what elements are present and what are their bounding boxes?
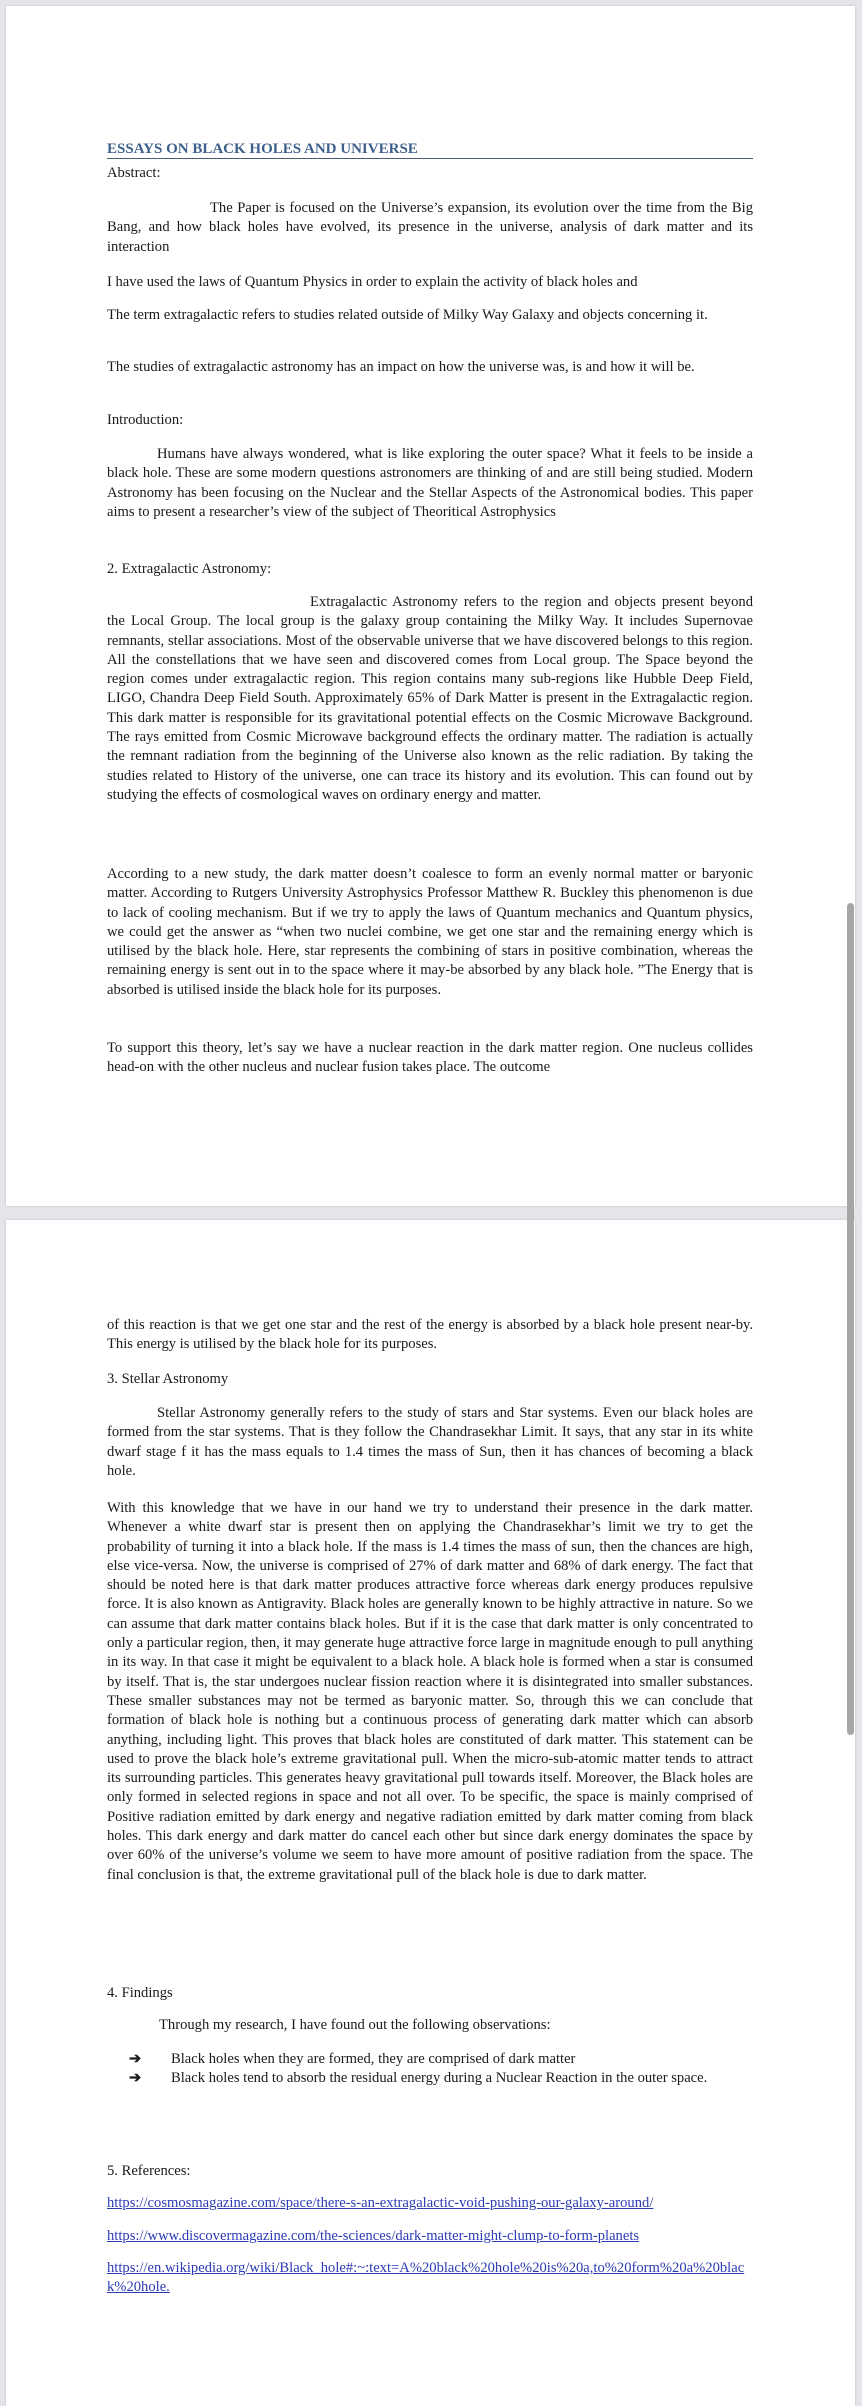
introduction-heading: Introduction: — [107, 412, 184, 428]
extragalactic-impact-paragraph: The studies of extragalactic astronomy has an impact on how the universe was, is and how it will be. — [107, 359, 695, 375]
study-paragraph: According to a new study, the dark matter doesn’t coalesce to form an evenly normal matter or baryonic matter. According to Rutgers University Astrophysics Professor Matthew R. Buckley this phenomenon is due to lack of cooling mechanism. But if we try to apply the laws of Quantum mechanics and Quantum physics, we could get the answer as “when two nuclei combine, we get one star and the remaining energy which is utilised by the black hole. Here, star represents the combining of stars in positive combination, whereas the remaining energy is sent out in to the space where it may-be absorbed by any black hole. ”The Energy that is absorbed is utilised inside the black hole for its purposes. — [107, 866, 753, 998]
reference-link[interactable]: https://cosmosmagazine.com/space/there-s-an-extragalactic-void-pushing-our-galaxy-around/ — [107, 2195, 654, 2211]
findings-intro: Through my research, I have found out the following observations: — [159, 2017, 551, 2033]
finding-text: Black holes tend to absorb the residual energy during a Nuclear Reaction in the outer space. — [171, 2070, 708, 2086]
document-page-1 — [6, 6, 855, 1206]
document-page-2 — [6, 1220, 855, 2406]
section-5-heading: 5. References: — [107, 2163, 191, 2179]
abstract-paragraph: The Paper is focused on the Universe’s expansion, its evolution over the time from the Big Bang, and how black holes have evolved, its presence in the universe, analysis of dark matter and its interaction — [107, 200, 753, 255]
section-4-heading: 4. Findings — [107, 1985, 173, 2001]
reference-2 — [107, 2227, 757, 2246]
finding-text: Black holes when they are formed, they are comprised of dark matter — [171, 2051, 576, 2067]
support-paragraph-part-2: of this reaction is that we get one star and the rest of the energy is absorbed by a black hole present near-by. This energy is utilised by the black hole for its purposes. — [107, 1317, 753, 1353]
section-3-heading: 3. Stellar Astronomy — [107, 1371, 229, 1387]
section-2-paragraph: Extragalactic Astronomy refers to the region and objects present beyond the Local Group. The local group is the galaxy group containing the Milky Way. It includes Supernovae remnants, stellar associations. Most of the observable universe that we have discovered belongs to this region. All the constellations that we have seen and discovered comes from Local group. The Space beyond the region comes under extragalactic region. This region contains many sub-regions like Hubble Deep Field, LIGO, Chandra Deep Field South. Approximately 65% of Dark Matter is present in the Extragalactic region. This dark matter is responsible for its gravitational potential effects on the Cosmic Microwave Background. The rays emitted from Cosmic Microwave background effects the ordinary matter. The radiation is actually the remnant radiation from the beginning of the Universe also known as the relic radiation. By taking the studies related to History of the universe, one can trace its history and its evolution. This can found out by studying the effects of cosmological waves on ordinary energy and matter. — [107, 594, 753, 803]
abstract-heading: Abstract: — [107, 165, 161, 181]
introduction-paragraph: Humans have always wondered, what is like exploring the outer space? What it feels to be inside a black hole. These are some modern questions astronomers are thinking of and are still being studied. Modern Astronomy has been focusing on the Nuclear and the Stellar Aspects of the Astronomical bodies. This paper aims to present a researcher’s view of the subject of Theoritical Astrophysics — [107, 446, 753, 520]
arrow-bullet-icon: ➔ — [129, 2070, 142, 2086]
section-2-heading: 2. Extragalactic Astronomy: — [107, 561, 272, 577]
quantum-physics-line: I have used the laws of Quantum Physics in order to explain the activity of black holes and — [107, 274, 638, 290]
reference-link[interactable]: https://www.discovermagazine.com/the-sciences/dark-matter-might-clump-to-form-planets — [107, 2228, 640, 2244]
knowledge-paragraph: With this knowledge that we have in our hand we try to understand their presence in the dark matter. Whenever a white dwarf star is present then on applying the Chandrasekhar’s limit we try to get the probability of turning it into a black hole. If the mass is 1.4 times the mass of sun, then the chances are high, else vice-versa. Now, the universe is comprised of 27% of dark matter and 68% of dark energy. The fact that should be noted here is that dark matter produces attractive force whereas dark energy produces repulsive force. It is also known as Antigravity. Black holes are generally known to be highly attractive in nature. So we can assume that dark matter contains black holes. But if it is the case that dark matter is only concentrated to only a particular region, then, it may generate huge attractive force large in magnitude enough to pull anything in its way. In that case it might be equivalent to a black hole. A black hole is formed when a star is consumed by itself. That is, the star undergoes nuclear fission reaction where it is disintegrated into smaller substances. These smaller substances may not be termed as baryonic matter. So, through this we can conclude that formation of black hole is nothing but a continuous process of generating dark matter which can absorb anything, including light. This proves that black holes are constituted of dark matter. This statement can be used to prove the black hole’s extreme gravitational pull. When the micro-sub-atomic matter tends to attract its surrounding particles. This generates heavy gravitational pull towards itself. Moreover, the Black holes are only formed in selected regions in space and not all over. To be specific, the space is mainly comprised of Positive radiation emitted by dark energy and negative radiation emitted by dark matter coming from black holes. This dark energy and dark matter do cancel each other but since dark energy dominates the space by over 60% of the universe’s volume we seem to have more amount of positive radiation from the space. The final conclusion is that, the extreme gravitational pull of the black hole is due to dark matter. — [107, 1500, 753, 1883]
reference-1 — [107, 2194, 757, 2213]
findings-list — [126, 2050, 756, 2088]
extragalactic-term-paragraph: The term extragalactic refers to studies related outside of Milky Way Galaxy and objects concerning it. — [107, 307, 708, 323]
finding-item — [126, 2050, 756, 2069]
finding-item — [126, 2069, 756, 2088]
vertical-scrollbar-thumb[interactable] — [847, 903, 854, 1735]
document-title: ESSAYS ON BLACK HOLES AND UNIVERSE — [107, 141, 753, 159]
arrow-bullet-icon: ➔ — [129, 2051, 142, 2067]
reference-link[interactable]: https://en.wikipedia.org/wiki/Black_hole#:~:text=A%20black%20hole%20is%20a,to%20form%20a%20black%20hole. — [107, 2260, 745, 2295]
reference-3 — [107, 2259, 747, 2297]
support-paragraph-part-1: To support this theory, let’s say we have a nuclear reaction in the dark matter region. One nucleus collides head-on with the other nucleus and nuclear fusion takes place. The outcome — [107, 1040, 753, 1076]
section-3-paragraph: Stellar Astronomy generally refers to the study of stars and Star systems. Even our black holes are formed from the star systems. That is they follow the Chandrasekhar Limit. It says, that any star in its white dwarf stage f it has the mass equals to 1.4 times the mass of Sun, then it has chances of becoming a black hole. — [107, 1405, 753, 1479]
